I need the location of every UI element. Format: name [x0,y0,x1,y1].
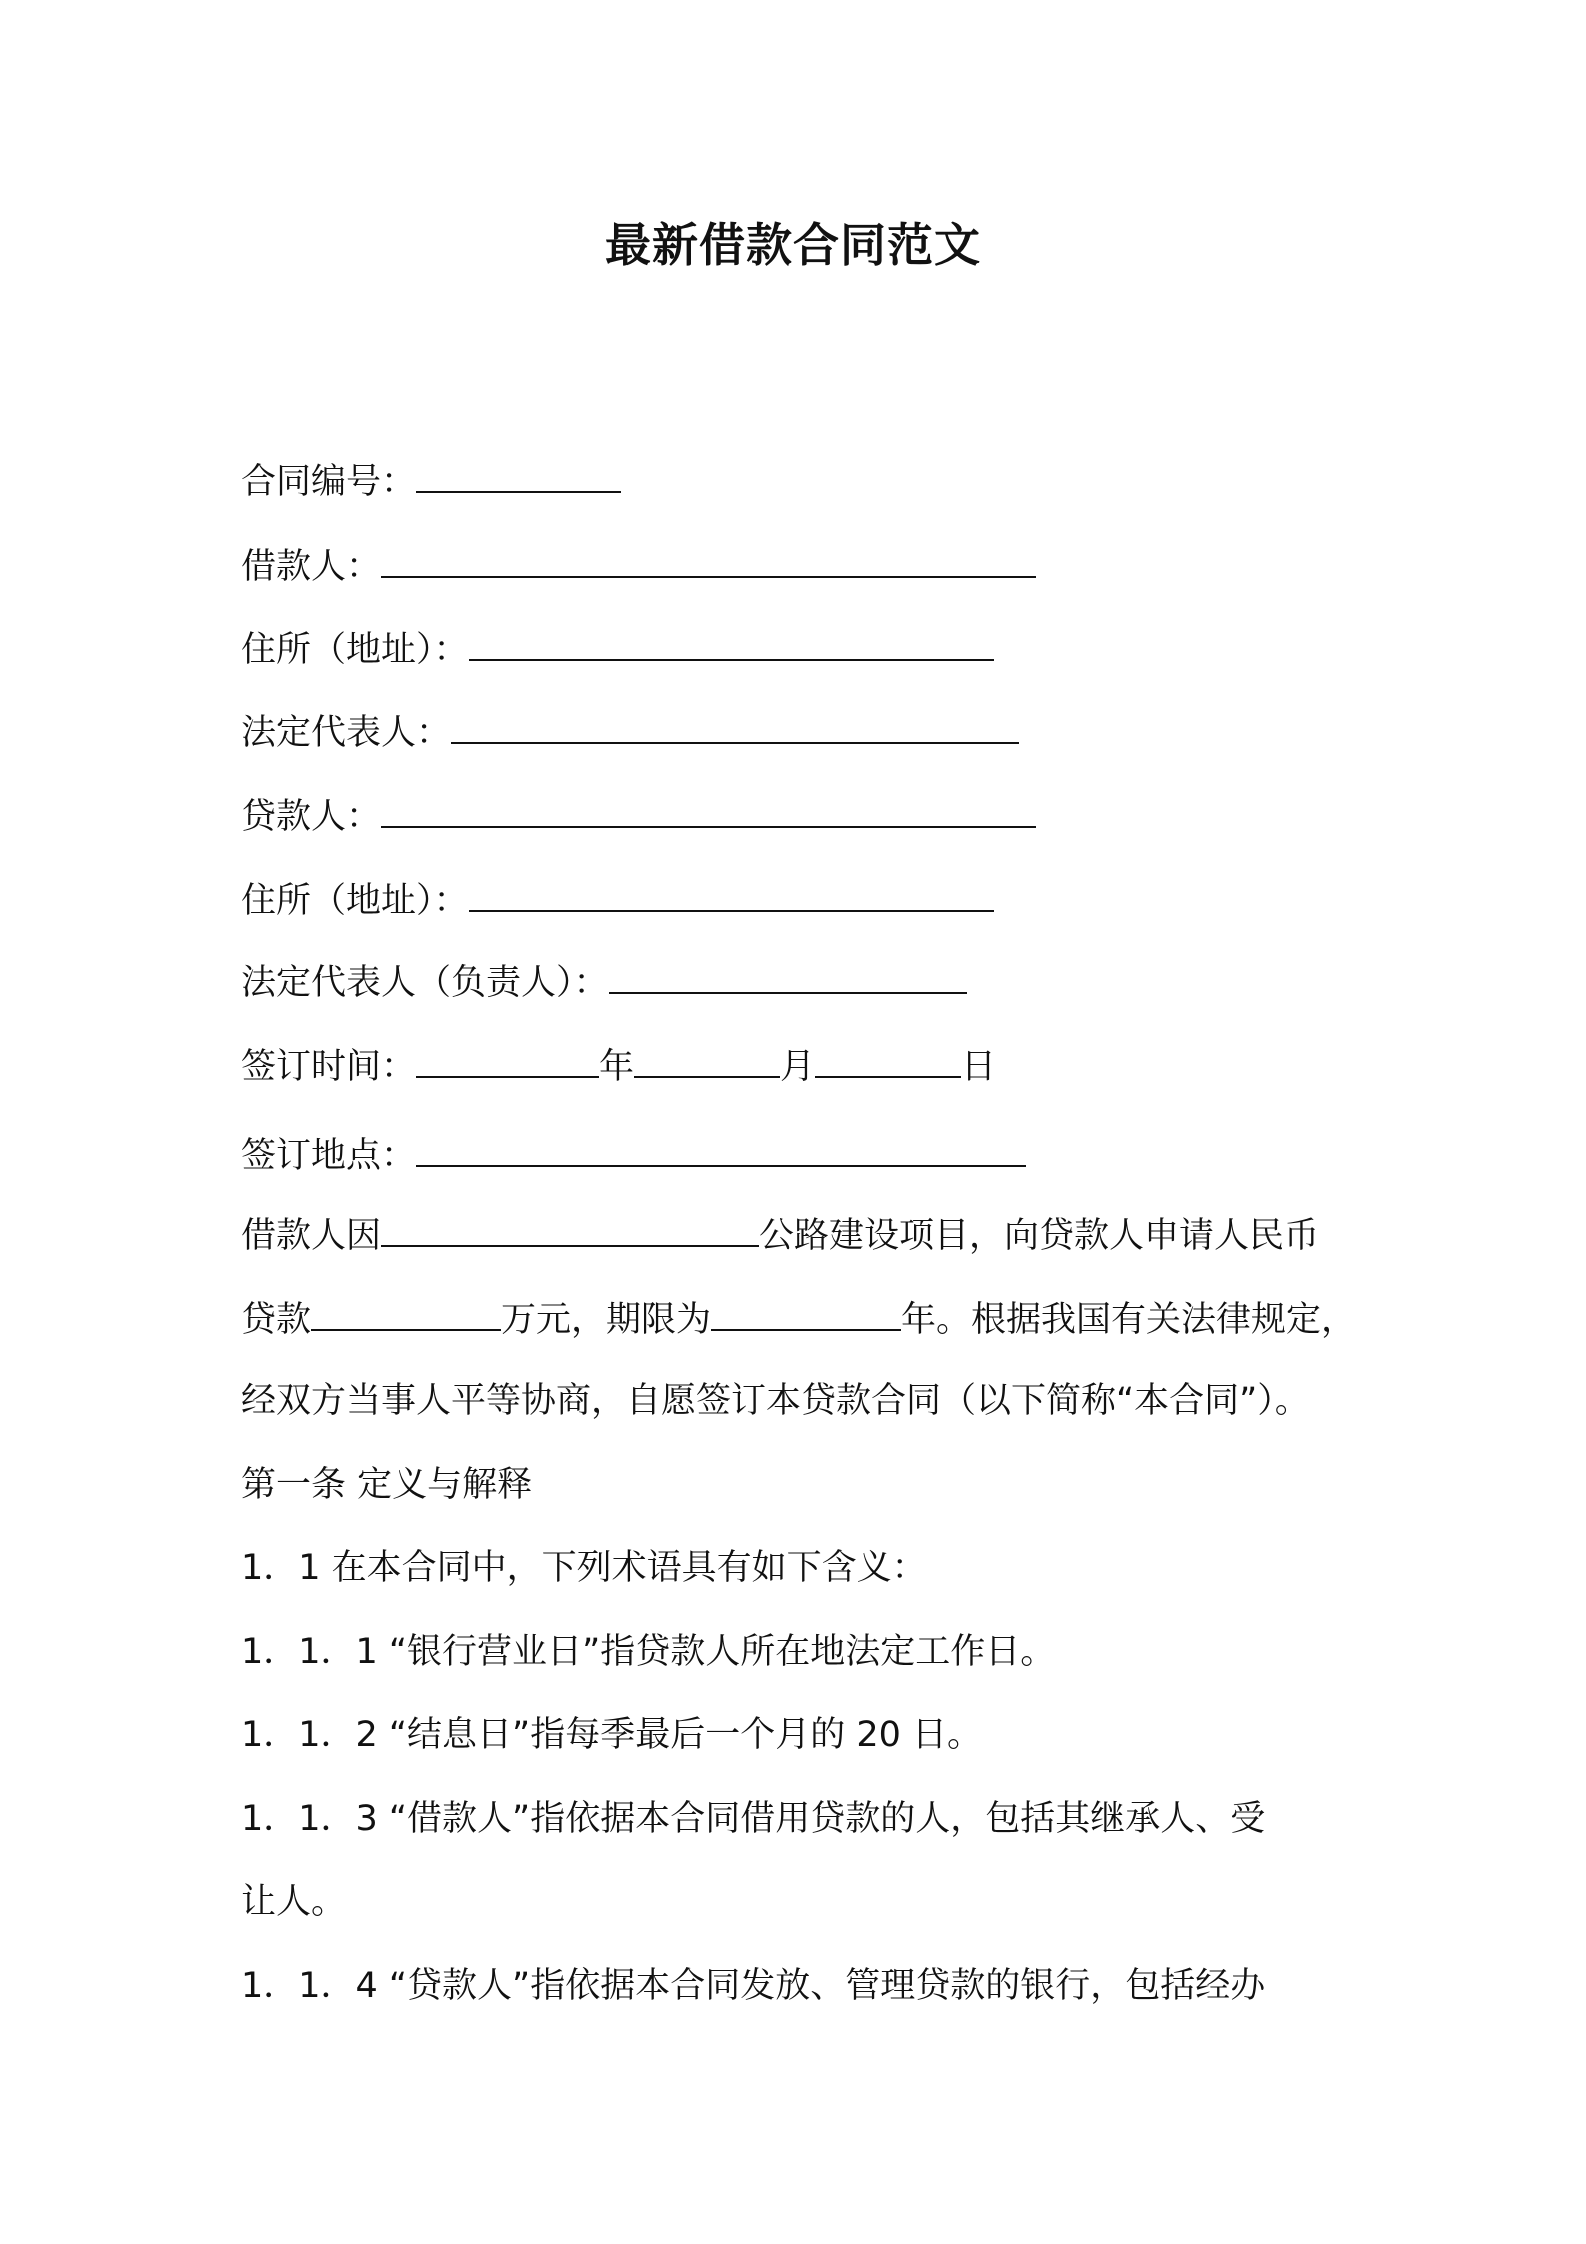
lender-representative-line [241,956,967,1008]
borrower-label: 借款人： [241,547,382,587]
preamble-text: 年。根据我国有关法律规定， [901,1300,1357,1340]
clause-1-1: 1．1 在本合同中，下列术语具有如下含义： [241,1548,927,1588]
preamble-line-1 [241,1209,1319,1261]
clause-1-1-4: 1．1．4 “贷款人”指依据本合同发放、管理贷款的银行，包括经办 [241,1966,1266,2006]
article-1-heading: 第一条 定义与解释 [241,1465,533,1505]
lender-representative-blank[interactable] [609,956,967,994]
year-label: 年 [599,1047,635,1087]
signing-date-label: 签订时间： [241,1047,417,1087]
clause-1-1-3: 1．1．3 “借款人”指依据本合同借用贷款的人，包括其继承人、受 [241,1799,1266,1839]
borrower-address-line [241,623,994,675]
borrower-representative-label: 法定代表人： [241,713,452,753]
loan-amount-blank[interactable] [311,1293,501,1331]
signing-place-line [241,1129,1026,1181]
preamble-text: 借款人因 [241,1216,382,1256]
borrower-address-label: 住所（地址）： [241,630,469,670]
preamble-line-2 [241,1293,1356,1345]
lender-representative-label: 法定代表人（负责人）： [241,963,609,1003]
lender-address-label: 住所（地址）： [241,881,469,921]
signing-year-blank[interactable] [416,1040,599,1078]
borrower-representative-line [241,706,1019,758]
signing-month-blank[interactable] [634,1040,780,1078]
month-label: 月 [780,1047,816,1087]
lender-blank[interactable] [381,790,1036,828]
signing-date-line [241,1040,996,1092]
loan-term-blank[interactable] [711,1293,901,1331]
borrower-line [241,540,1036,592]
lender-address-line [241,874,994,926]
signing-place-blank[interactable] [416,1129,1026,1167]
clause-1-1-2: 1．1．2 “结息日”指每季最后一个月的 20 日。 [241,1715,982,1755]
contract-number-blank[interactable] [416,455,621,493]
day-label: 日 [961,1047,997,1087]
lender-line [241,790,1036,842]
borrower-representative-blank[interactable] [451,706,1019,744]
lender-label: 贷款人： [241,797,382,837]
signing-day-blank[interactable] [815,1040,961,1078]
borrower-blank[interactable] [381,540,1036,578]
project-name-blank[interactable] [381,1209,759,1247]
preamble-text: 贷款 [241,1300,312,1340]
signing-place-label: 签订地点： [241,1136,417,1176]
contract-number-line [241,455,621,507]
clause-1-1-3-continued: 让人。 [241,1882,347,1922]
borrower-address-blank[interactable] [469,623,994,661]
clause-1-1-1: 1．1．1 “银行营业日”指贷款人所在地法定工作日。 [241,1632,1056,1672]
preamble-line-3: 经双方当事人平等协商，自愿签订本贷款合同（以下简称“本合同”）。 [241,1381,1310,1421]
preamble-text: 万元，期限为 [501,1300,712,1340]
document-title: 最新借款合同范文 [605,218,981,272]
lender-address-blank[interactable] [469,874,994,912]
preamble-text: 公路建设项目，向贷款人申请人民币 [759,1216,1320,1256]
contract-number-label: 合同编号： [241,462,417,502]
